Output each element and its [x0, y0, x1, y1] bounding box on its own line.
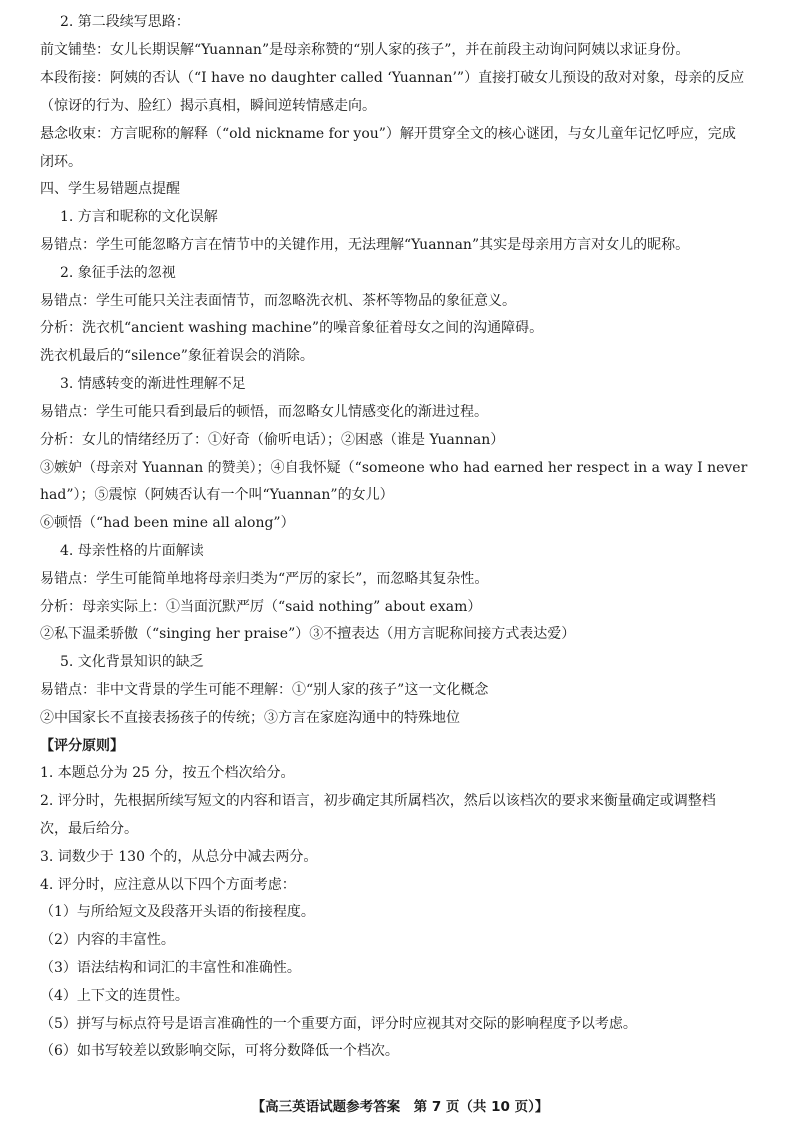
text-line: 易错点：学生可能忽略方言在情节中的关键作用，无法理解“Yuannan”其实是母亲用方言对女儿的昵称。	[40, 237, 690, 253]
text-line: 前文铺垫：女儿长期误解“Yuannan”是母亲称赞的“别人家的孩子”，并在前段主动询问阿姨以求证身份。	[40, 42, 690, 58]
subheading-point-4: 4. 母亲性格的片面解读	[60, 543, 204, 559]
text-line: （1）与所给短文及段落开头语的衔接程度。	[40, 904, 315, 920]
text-line: 分析：母亲实际上：①当面沉默严厉（“said nothing” about exam）	[40, 599, 482, 615]
text-line: 分析：女儿的情绪经历了：①好奇（偷听电话）；②困惑（谁是 Yuannan）	[40, 432, 505, 448]
text-line: 1. 本题总分为 25 分，按五个档次给分。	[40, 765, 295, 781]
text-line: （3）语法结构和词汇的丰富性和准确性。	[40, 960, 301, 976]
text-line: 分析：洗衣机“ancient washing machine”的噪音象征着母女之间的沟通障碍。	[40, 320, 544, 336]
text-line: 4. 评分时，应注意从以下四个方面考虑：	[40, 877, 296, 893]
text-line: 3. 词数少于 130 个的，从总分中减去两分。	[40, 849, 318, 865]
text-line: ⑥顿悟（“had been mine all along”）	[40, 515, 295, 531]
text-line: 易错点：非中文背景的学生可能不理解：①“别人家的孩子”这一文化概念	[40, 682, 489, 698]
section-heading-grading: 【评分原则】	[40, 738, 124, 754]
text-line: 易错点：学生可能简单地将母亲归类为“严厉的家长”，而忽略其复杂性。	[40, 571, 489, 587]
text-line: （5）拼写与标点符号是语言准确性的一个重要方面，评分时应视其对交际的影响程度予以考虑。	[40, 1016, 637, 1032]
page-footer: 【高三英语试题参考答案 第 7 页（共 10 页）】	[251, 1099, 549, 1115]
subheading-point-3: 3. 情感转变的渐进性理解不足	[60, 376, 246, 392]
text-line: （2）内容的丰富性。	[40, 932, 175, 948]
text-line: 次，最后给分。	[40, 821, 138, 837]
text-line: 易错点：学生可能只看到最后的顿悟，而忽略女儿情感变化的渐进过程。	[40, 404, 488, 420]
text-line: ②中国家长不直接表扬孩子的传统；③方言在家庭沟通中的特殊地位	[40, 710, 460, 726]
text-line: 2. 评分时，先根据所续写短文的内容和语言，初步确定其所属档次，然后以该档次的要求来衡量确定或调整档	[40, 793, 716, 809]
text-line: 易错点：学生可能只关注表面情节，而忽略洗衣机、茶杯等物品的象征意义。	[40, 293, 516, 309]
text-line: ③嫉妒（母亲对 Yuannan 的赞美）；④自我怀疑（“someone who had earned her respect in a way I never	[40, 460, 748, 476]
text-line: 洗衣机最后的“silence”象征着误会的消除。	[40, 348, 314, 364]
subheading-point-1: 1. 方言和昵称的文化误解	[60, 209, 218, 225]
subheading-paragraph-two: 2. 第二段续写思路：	[60, 14, 190, 30]
text-line: （4）上下文的连贯性。	[40, 988, 189, 1004]
text-line: （6）如书写较差以致影响交际，可将分数降低一个档次。	[40, 1043, 399, 1059]
text-line: （惊讶的行为、脸红）揭示真相，瞬间逆转情感走向。	[40, 98, 376, 114]
text-line: had”）；⑤震惊（阿姨否认有一个叫“Yuannan”的女儿）	[40, 487, 394, 503]
section-heading-errors: 四、学生易错题点提醒	[40, 181, 180, 197]
text-line: 闭环。	[40, 154, 82, 170]
text-line: ②私下温柔骄傲（“singing her praise”）③不擅表达（用方言昵称间接方式表达爱）	[40, 626, 576, 642]
text-line: 本段衔接：阿姨的否认（“I have no daughter called ‘Yuannan’”）直接打破女儿预设的敌对对象，母亲的反应	[40, 70, 745, 86]
subheading-point-2: 2. 象征手法的忽视	[60, 265, 176, 281]
subheading-point-5: 5. 文化背景知识的缺乏	[60, 654, 204, 670]
text-line: 悬念收束：方言昵称的解释（“old nickname for you”）解开贯穿全文的核心谜团，与女儿童年记忆呼应，完成	[40, 126, 736, 142]
